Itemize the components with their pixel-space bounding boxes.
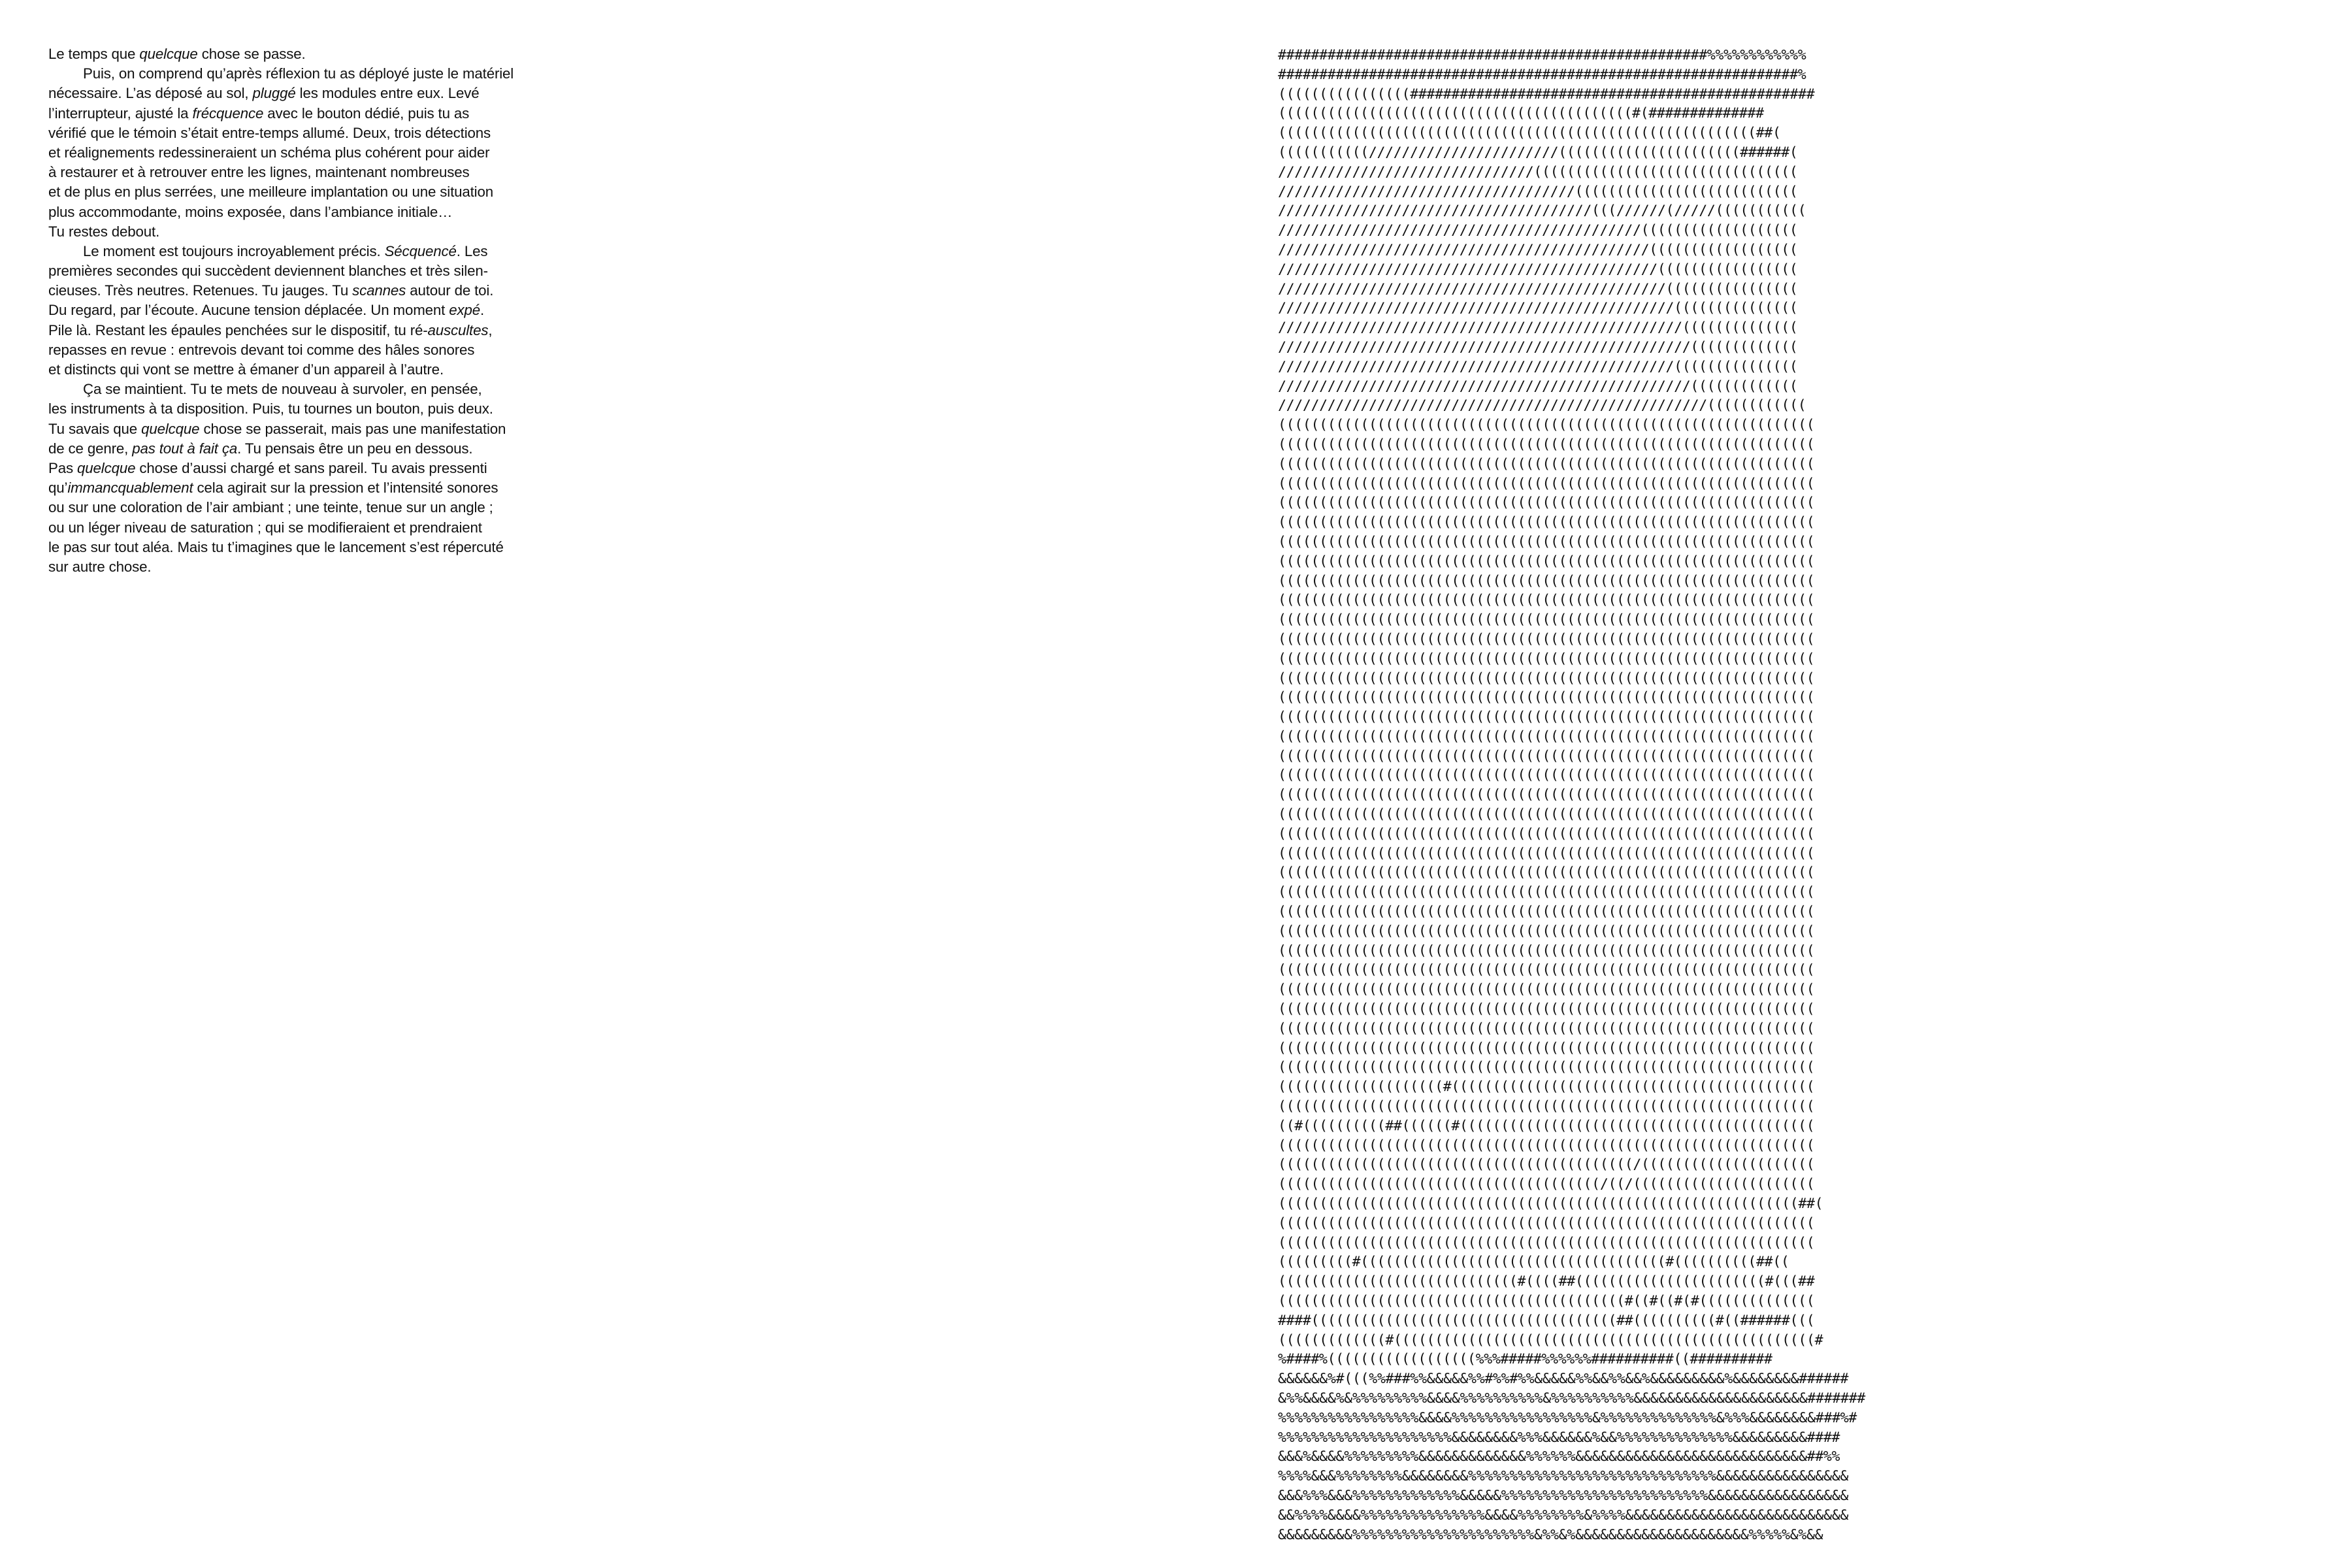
ascii-row: (((((((((((((((((((((((((((((((((((((((((((((((((((((((((((((((((	[1278, 1137, 1815, 1154]
ascii-row: ((((((((((((((((((((((((((((((((((((((((((#((#((#(#((((((((((((((	[1278, 1293, 1815, 1309]
text-line	[48, 439, 558, 459]
ascii-row: (((((((((((((((((((((((((((((((((((((((((((((((((((((((((((((((((	[1278, 533, 1815, 550]
body-text	[48, 44, 558, 577]
text-line	[48, 222, 558, 242]
ascii-row: ///////////////////////////////////////////////((((((((((((((((	[1278, 280, 1798, 297]
text-run: sur autre chose.	[48, 558, 152, 575]
ascii-row: &&&%%%&&&%%%%%%%%%%%%%&&&&&%%%%%%%%%%%%%%%%%%%%%%%%%&&&&&&&&&&&&&&&&&	[1278, 1487, 1849, 1504]
text-run: plus accommodante, moins exposée, dans l’ambiance initiale…	[48, 203, 453, 220]
ascii-row: %%%%%%%%%%%%%%%%%&&&&%%%%%%%%%%%%%%%%%&%%%%%%%%%%%%%%&%%%&&&&&&&&###%#	[1278, 1409, 1857, 1426]
text-run: chose se passerait, mais pas une manifestation	[199, 420, 506, 437]
italic-text: quelcque	[141, 420, 200, 437]
ascii-row: (((((((((((((((((((((((((((((((((((((((((((((((((((((((((((((((((	[1278, 1215, 1815, 1232]
ascii-row: ((#((((((((((##((((((#(((((((((((((((((((((((((((((((((((((((((((	[1278, 1117, 1815, 1134]
ascii-row: (((((((((((((((((((((((((((((((((((((((((((((((((((((((((((((((((	[1278, 514, 1815, 531]
ascii-row: (((((((((((((((((((((((((((((#((((##(((((((((((((((((((((((#(((##	[1278, 1273, 1815, 1290]
ascii-row: %%%%%%%%%%%%%%%%%%%%%&&&&&&&&%%%&&&&&&%&&%%%%%%%%%%%%%%&&&&&&&&&####	[1278, 1429, 1840, 1446]
ascii-row: //////////////////////////////////////(((//////(/////(((((((((((	[1278, 203, 1806, 220]
text-line	[48, 143, 558, 163]
text-line	[48, 518, 558, 538]
ascii-row: (((((((((#(((((((((((((((((((((((((((((((((((((#((((((((((##((	[1278, 1254, 1789, 1271]
text-line	[48, 340, 558, 360]
ascii-row: (((((((((((((#(((((((((((((((((((((((((((((((((((((((((((((((((((#	[1278, 1331, 1823, 1348]
ascii-row: (((((((((((((((((((((((((((((((((((((((((((((((((((((((((((((((((	[1278, 1039, 1815, 1056]
ascii-row: (((((((((((((((((((((((((((((((((((((((((((((((((((((((((((((((((	[1278, 417, 1815, 434]
ascii-row: (((((((((((((((((((((((((((((((((((((((((((((((((((((((((((((((##(	[1278, 1196, 1823, 1213]
ascii-row: ####################################################%%%%%%%%%%%%	[1278, 47, 1806, 63]
text-line	[48, 419, 558, 439]
text-line	[48, 203, 558, 222]
ascii-row: (((((((((((((((((((((((((((((((((((((((((((((((((((((((((((((((((	[1278, 689, 1815, 706]
ascii-row: (((((((((((((((((((((((((((((((((((((((((((((((((((((((((((((((((	[1278, 825, 1815, 842]
text-line	[48, 380, 558, 399]
text-run: chose se passe.	[197, 46, 306, 62]
ascii-row: (((((((((((((((((((((((((((((((((((((((((((((((((((((((((((((((((	[1278, 787, 1815, 804]
italic-text: pas tout à fait ça	[132, 440, 238, 457]
ascii-row: (((((((((((((((((((((((((((((((((((((((((((((((((((((((((((((((((	[1278, 436, 1815, 453]
ascii-row: &&&%&&&&%%%%%%%%%&&&&&&&&&&&&&%%%%%%&&&&&&&&&&&&&&&&&&&&&&&&&&&&##%%	[1278, 1448, 1840, 1465]
ascii-row: (((((((((((((((((((((((((((((((((((((((((((((((((((((((((((((((((	[1278, 1098, 1815, 1115]
text-run: et de plus en plus serrées, une meilleure implantation ou une situation	[48, 184, 493, 201]
ascii-row: (((((((((((((((((((((((((((((((((((((((((((((((((((((((((((((((((	[1278, 1001, 1815, 1018]
text-run: Tu restes debout.	[48, 223, 160, 240]
ascii-row: (((((((((((((((((((((((((((((((((((((((((((((((((((((((((((((((((	[1278, 728, 1815, 745]
ascii-row: (((((((((((((((((((((((((((((((((((((((((((((((((((((((((((((((((	[1278, 475, 1815, 492]
ascii-row: &&&&&&&&&%%%%%%%%%%%%%%%%%%%%%%&%%&%&&&&&&&&&&&&&&&&&&&&&%%%%%&%&&	[1278, 1526, 1823, 1543]
text-run: à restaurer et à retrouver entre les lignes, maintenant nombreuses	[48, 164, 470, 181]
text-run: repasses en revue : entrevois devant toi comme des hâles sonores	[48, 341, 475, 358]
text-run: les instruments à ta disposition. Puis, tu tournes un bouton, puis deux.	[48, 400, 493, 417]
ascii-row: (((((((((((///////////////////////((((((((((((((((((((((######(	[1278, 144, 1798, 161]
ascii-row: (((((((((((((((((((((((((((((((((((((((((((((((((((((((((((((((((	[1278, 612, 1815, 629]
ascii-row: //////////////////////////////////////////////////(((((((((((((	[1278, 338, 1798, 355]
italic-text: Sécquencé	[384, 242, 457, 259]
ascii-row: (((((((((((((((((((((((((((((((((((((((((((((((((((((((((((((((((	[1278, 981, 1815, 998]
text-run: Puis, on comprend qu’après réflexion tu as déployé juste le matériel	[83, 65, 514, 82]
ascii-row: (((((((((((((((((((((((((((((((((((((((((((((((((((((((((((((((((	[1278, 592, 1815, 609]
text-run: .	[480, 302, 485, 319]
italic-text: immancquablement	[67, 480, 193, 497]
text-line	[48, 104, 558, 123]
text-run: ,	[488, 321, 493, 338]
text-run: de ce genre,	[48, 440, 133, 457]
ascii-row: ((((((((((((((((((((((((((((((((((((((((((((((((((((((((((##(	[1278, 125, 1781, 142]
ascii-row: ////////////////////////////////////(((((((((((((((((((((((((((	[1278, 183, 1798, 200]
ascii-row: (((((((((((((((((((((((((((((((((((((((((((((((((((((((((((((((((	[1278, 884, 1815, 901]
ascii-row: (((((((((((((((((((((((((((((((((((((((((((((((((((((((((((((((((	[1278, 553, 1815, 570]
text-line	[48, 399, 558, 419]
ascii-row: &&&&&&%#(((%%###%%&&&&&%%#%%#%%&&&&&%%&&%%&&%&&&&&&&&&%&&&&&&&&######	[1278, 1371, 1849, 1388]
ascii-row: (((((((((((((((((((((((((((((((((((((((((((((((((((((((((((((((((	[1278, 806, 1815, 823]
ascii-row: (((((((((((((((((((((((((((((((((((((((((((((((((((((((((((((((((	[1278, 650, 1815, 667]
ascii-row: /////////////////////////////////////////////////((((((((((((((	[1278, 319, 1798, 336]
italic-text: expé	[449, 302, 480, 319]
text-line	[48, 459, 558, 478]
text-run: ou sur une coloration de l’air ambiant ; une teinte, tenue sur un angle ;	[48, 499, 493, 516]
text-run: Pile là. Restant les épaules penchées sur le dispositif, tu ré-	[48, 321, 428, 338]
text-line	[48, 498, 558, 517]
ascii-row: (((((((((((((((((((((((((((((((((((((((((((((((((((((((((((((((((	[1278, 1234, 1815, 1251]
ascii-row: (((((((((((((((((((((((((((((((((((((((((((((((((((((((((((((((((	[1278, 747, 1815, 764]
text-run: cela agirait sur la pression et l’intensité sonores	[193, 480, 498, 497]
ascii-row: (((((((((((((((((((((((((((((((((((((((((((((((((((((((((((((((((	[1278, 942, 1815, 959]
ascii-row: (((((((((((((((((((((((((((((((((((((((((((((((((((((((((((((((((	[1278, 1059, 1815, 1076]
ascii-row: (((((((((((((((((((((((((((((((((((((((((((((((((((((((((((((((((	[1278, 572, 1815, 589]
italic-text: auscultes	[427, 321, 489, 338]
ascii-art-block	[1278, 46, 2323, 1543]
text-line	[48, 478, 558, 498]
ascii-row: //////////////////////////////////////////////(((((((((((((((((	[1278, 261, 1798, 278]
ascii-row: &%%&&&&%&%%%%%%%%%&&&&%%%%%%%%%%&%%%%%%%%%%&&&&&&&&&&&&&&&&&&&&&#######	[1278, 1390, 1866, 1407]
ascii-row: (((((((((((((((((((((((((((((((((((((((((((((((((((((((((((((((((	[1278, 962, 1815, 979]
text-run: Du regard, par l’écoute. Aucune tension déplacée. Un moment	[48, 302, 449, 319]
ascii-row: (((((((((((((((((((((((((((((((((((((((((((((((((((((((((((((((((	[1278, 670, 1815, 687]
text-run: l’interrupteur, ajusté la	[48, 105, 193, 122]
text-line	[48, 538, 558, 557]
text-line	[48, 163, 558, 182]
ascii-row: ////////////////////////////////////////////(((((((((((((((((((	[1278, 222, 1798, 239]
text-run: autour de toi.	[406, 282, 494, 299]
ascii-row: (((((((((((((((((((((((((((((((((((((((((((#(##############	[1278, 105, 1764, 122]
text-run: premières secondes qui succèdent deviennent blanches et très silen-	[48, 263, 488, 280]
ascii-row: (((((((((((((((((((((((((((((((((((((((((((((((((((((((((((((((((	[1278, 1020, 1815, 1037]
ascii-row: %####%((((((((((((((((((%%%#####%%%%%%##########((##########	[1278, 1351, 1772, 1368]
text-run: et réalignements redessineraient un schéma plus cohérent pour aider	[48, 144, 490, 161]
text-line	[48, 64, 558, 84]
text-run: . Tu pensais être un peu en dessous.	[237, 440, 473, 457]
text-run: et distincts qui vont se mettre à émaner d’un appareil à l’autre.	[48, 361, 444, 378]
text-run: les modules entre eux. Levé	[295, 85, 480, 102]
ascii-row: (((((((((((((((((((((((((((((((((((((((((((((((((((((((((((((((((	[1278, 495, 1815, 512]
ascii-row: (((((((((((((((((((((((((((((((((((((((((((((((((((((((((((((((((	[1278, 455, 1815, 472]
text-line	[48, 321, 558, 340]
text-run: ou un léger niveau de saturation ; qui se modifieraient et prendraient	[48, 519, 482, 536]
ascii-row: /////////////////////////////////////////////((((((((((((((((((	[1278, 241, 1798, 258]
right-page	[1176, 0, 2352, 1568]
italic-text: scannes	[352, 282, 406, 299]
text-run: Le temps que	[48, 46, 140, 62]
text-line	[48, 123, 558, 143]
ascii-row: (((((((((((((((((((((((((((((((((((((((((((((((((((((((((((((((((	[1278, 845, 1815, 862]
ascii-row: ///////////////////////////////((((((((((((((((((((((((((((((((	[1278, 163, 1798, 180]
text-line	[48, 301, 558, 320]
ascii-row: ((((((((((((((((((((#((((((((((((((((((((((((((((((((((((((((((((	[1278, 1079, 1815, 1096]
text-run: qu’	[48, 480, 68, 497]
ascii-row: ###############################################################%	[1278, 66, 1806, 83]
text-line	[48, 242, 558, 261]
text-line	[48, 182, 558, 202]
text-run: chose d’aussi chargé et sans pareil. Tu avais pressenti	[135, 459, 487, 476]
text-line	[48, 261, 558, 281]
ascii-row: //////////////////////////////////////////////////(((((((((((((	[1278, 378, 1798, 395]
ascii-row: (((((((((((((((((((((((((((((((((((((((((((((((((((((((((((((((((	[1278, 767, 1815, 784]
text-run: Tu savais que	[48, 420, 142, 437]
ascii-row: &&%%%%&&&&%%%%%%%%%%%%%%%&&&&%%%%%%%%&%%%%&&&&&&&&&&&&&&&&&&&&&&&&&&&	[1278, 1507, 1849, 1524]
text-run: vérifié que le témoin s’était entre-temps allumé. Deux, trois détections	[48, 124, 491, 141]
text-run: cieuses. Très neutres. Retenues. Tu jauges. Tu	[48, 282, 353, 299]
text-run: Pas	[48, 459, 78, 476]
ascii-row: ////////////////////////////////////////////////////((((((((((((	[1278, 397, 1806, 414]
ascii-row: ////////////////////////////////////////////////(((((((((((((((	[1278, 358, 1798, 375]
text-line	[48, 281, 558, 301]
italic-text: frécquence	[192, 105, 264, 122]
ascii-row: %%%%&&&%%%%%%%%&&&&&&&&%%%%%%%%%%%%%%%%%%%%%%%%%%%%%%&&&&&&&&&&&&&&&&	[1278, 1468, 1849, 1485]
italic-text: quelcque	[139, 46, 198, 62]
ascii-row: ((((((((((((((((#################################################	[1278, 86, 1815, 103]
text-line	[48, 84, 558, 103]
italic-text: quelcque	[77, 459, 136, 476]
text-run: le pas sur tout aléa. Mais tu t’imagines que le lancement s’est répercuté	[48, 538, 504, 555]
text-line	[48, 360, 558, 380]
ascii-row: (((((((((((((((((((((((((((((((((((((((((((((((((((((((((((((((((	[1278, 630, 1815, 647]
ascii-row: (((((((((((((((((((((((((((((((((((((((((((/(((((((((((((((((((((	[1278, 1156, 1815, 1173]
text-run: nécessaire. L’as déposé au sol,	[48, 85, 253, 102]
text-line	[48, 557, 558, 577]
ascii-row: ####(((((((((((((((((((((((((((((((((((((##((((((((((#((######(((	[1278, 1312, 1815, 1329]
ascii-row: (((((((((((((((((((((((((((((((((((((((((((((((((((((((((((((((((	[1278, 709, 1815, 726]
text-run: Le moment est toujours incroyablement précis.	[83, 242, 385, 259]
italic-text: pluggé	[252, 85, 296, 102]
text-run: . Les	[456, 242, 488, 259]
ascii-row: (((((((((((((((((((((((((((((((((((((((((((((((((((((((((((((((((	[1278, 904, 1815, 921]
text-run: avec le bouton dédié, puis tu as	[263, 105, 470, 122]
text-line	[48, 44, 558, 64]
ascii-row: (((((((((((((((((((((((((((((((((((((((/((/((((((((((((((((((((((	[1278, 1176, 1815, 1193]
ascii-row: ////////////////////////////////////////////////(((((((((((((((	[1278, 300, 1798, 317]
ascii-row: (((((((((((((((((((((((((((((((((((((((((((((((((((((((((((((((((	[1278, 923, 1815, 939]
ascii-row: (((((((((((((((((((((((((((((((((((((((((((((((((((((((((((((((((	[1278, 864, 1815, 881]
text-run: Ça se maintient. Tu te mets de nouveau à survoler, en pensée,	[83, 381, 482, 398]
